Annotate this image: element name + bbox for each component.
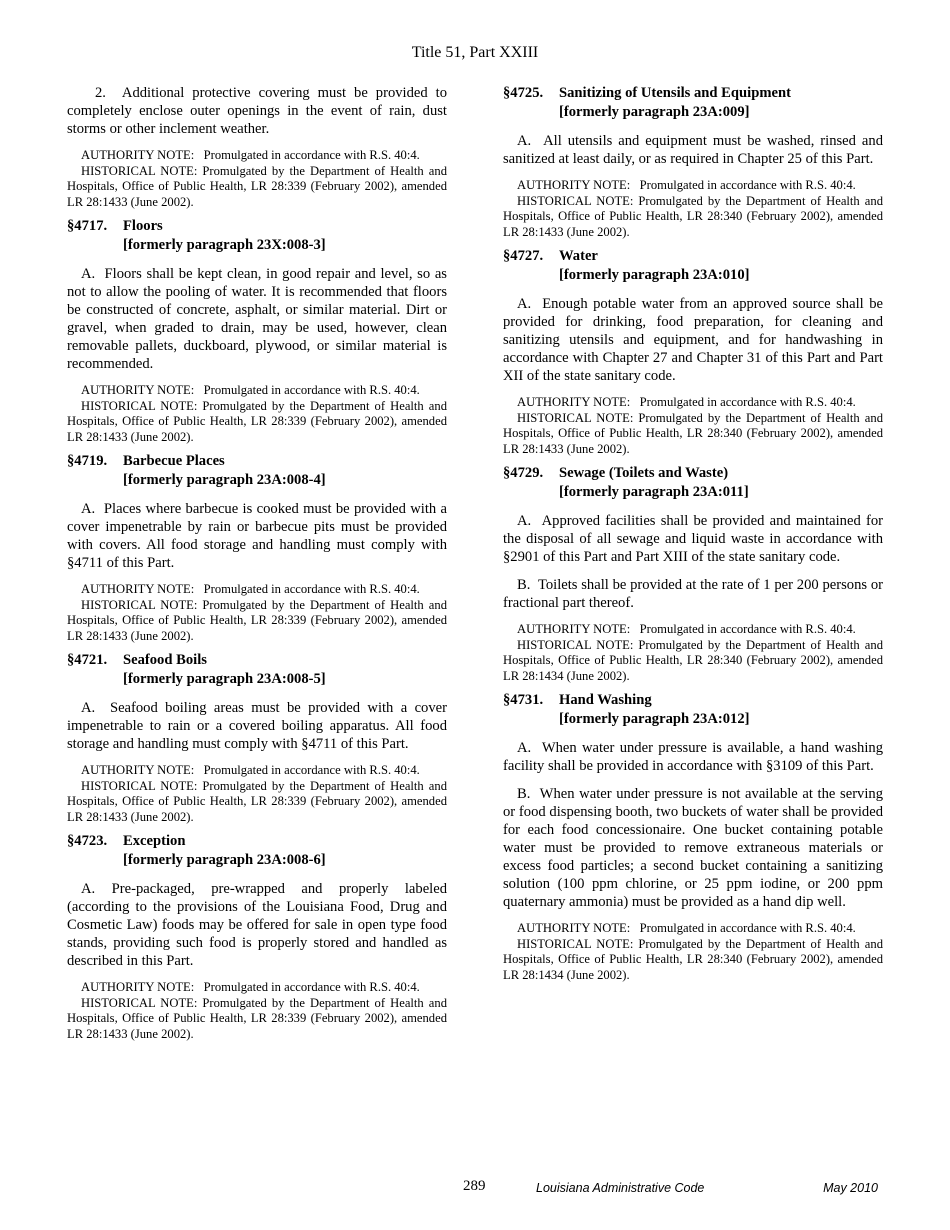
- section-subtitle: [formerly paragraph 23A:008-6]: [123, 852, 326, 868]
- section-heading: [503, 691, 883, 729]
- section-title: Hand Washing: [559, 692, 652, 708]
- section-heading: [67, 832, 447, 870]
- intro-paragraph: 2. Additional protective covering must be provided to completely enclose outer openings in the event of rain, dust storms or other inclement weather.: [67, 85, 447, 137]
- authority-note: AUTHORITY NOTE: Promulgated in accordance with R.S. 40:4.: [517, 622, 856, 636]
- authority-note: AUTHORITY NOTE: Promulgated in accordance with R.S. 40:4.: [81, 383, 420, 397]
- section-number: §4729.: [503, 465, 544, 481]
- authority-note: AUTHORITY NOTE: Promulgated in accordance with R.S. 40:4.: [81, 980, 420, 994]
- historical-note: HISTORICAL NOTE: Promulgated by the Department of Health and Hospitals, Office of Public Health, LR 28:339 (February 2002), amended LR 28:1433 (June 2002).: [67, 995, 447, 1041]
- section-4727: [503, 247, 883, 457]
- section-paragraph: A. Seafood boiling areas must be provided with a cover impenetrable to rain or a covered boiling apparatus. All food storage and handling must comply with §4711 of this Part.: [67, 700, 447, 752]
- section-paragraph: A. Places where barbecue is cooked must be provided with a cover impenetrable by rain or barbecue pits must be provided with covers. All food storage and handling must comply with §4711 of this Part.: [67, 501, 447, 571]
- section-number: §4723.: [67, 833, 108, 849]
- authority-note: AUTHORITY NOTE: Promulgated in accordance with R.S. 40:4.: [81, 763, 420, 777]
- section-paragraph: A. Approved facilities shall be provided and maintained for the disposal of all sewage and liquid waste in accordance with §2901 of this Part and Part XIII of the state sanitary code.: [503, 513, 883, 565]
- historical-note: HISTORICAL NOTE: Promulgated by the Department of Health and Hospitals, Office of Public Health, LR 28:340 (February 2002), amended LR 28:1434 (June 2002).: [503, 637, 883, 683]
- section-paragraph: A. When water under pressure is available, a hand washing facility shall be provided in accordance with §3109 of this Part.: [503, 740, 883, 774]
- section-heading: [67, 217, 447, 255]
- left-column: [67, 84, 447, 1049]
- section-subtitle: [formerly paragraph 23A:011]: [559, 484, 749, 500]
- right-column: [503, 84, 883, 990]
- section-number: §4717.: [67, 218, 108, 234]
- section-number: §4721.: [67, 652, 108, 668]
- authority-note: AUTHORITY NOTE: Promulgated in accordance with R.S. 40:4.: [81, 582, 420, 596]
- section-paragraph: A. All utensils and equipment must be washed, rinsed and sanitized at least daily, or as required in Chapter 25 of this Part.: [503, 133, 883, 167]
- section-heading: [67, 452, 447, 490]
- section-paragraph: A. Floors shall be kept clean, in good repair and level, so as not to allow the pooling of water. It is recommended that floors be constructed of concrete, asphalt, or similar material. Dirt or gravel, when graded to drain, may be used, however, clean removable pallets, duckboard, plywood, or similar material is recommended.: [67, 266, 447, 372]
- section-4721: [67, 651, 447, 825]
- historical-note: HISTORICAL NOTE: Promulgated by the Department of Health and Hospitals, Office of Public Health, LR 28:339 (February 2002), amended LR 28:1433 (June 2002).: [67, 778, 447, 824]
- page-footer: [0, 1178, 950, 1198]
- page-header: Title 51, Part XXIII: [411, 44, 539, 61]
- section-subtitle: [formerly paragraph 23A:012]: [559, 711, 750, 727]
- section-title: Exception: [123, 833, 186, 849]
- section-4723: [67, 832, 447, 1042]
- authority-note: AUTHORITY NOTE: Promulgated in accordance with R.S. 40:4.: [517, 395, 856, 409]
- section-number: §4725.: [503, 85, 544, 101]
- section-title: Floors: [123, 218, 163, 234]
- section-paragraph: B. When water under pressure is not available at the serving or food dispensing booth, two buckets of water shall be provided for each food concessionaire. One bucket containing potable water must be provided to remove extraneous materials or excess food particles; a second bucket containing a sanitizing solution (100 ppm chlorine, or 25 ppm iodine, or 200 ppm quaternary ammonia) must be provided as a hand dip well.: [503, 786, 883, 910]
- section-paragraph: A. Enough potable water from an approved source shall be provided for drinking, food preparation, for cleaning and sanitizing utensils and equipment, and for handwashing in accordance with Chapter 27 and Chapter 31 of this Part and Part XII of the state sanitary code.: [503, 296, 883, 384]
- section-subtitle: [formerly paragraph 23A:010]: [559, 267, 750, 283]
- section-heading: [503, 464, 883, 502]
- section-number: §4727.: [503, 248, 544, 264]
- section-title: Sanitizing of Utensils and Equipment: [559, 85, 791, 101]
- section-4725: [503, 84, 883, 240]
- historical-note: HISTORICAL NOTE: Promulgated by the Department of Health and Hospitals, Office of Public Health, LR 28:339 (February 2002), amended LR 28:1433 (June 2002).: [67, 398, 447, 444]
- publication-date: May 2010: [823, 1181, 878, 1195]
- section-subtitle: [formerly paragraph 23A:008-5]: [123, 671, 326, 687]
- page-number: 289: [463, 1178, 486, 1194]
- authority-note: AUTHORITY NOTE: Promulgated in accordance with R.S. 40:4.: [517, 178, 856, 192]
- section-title: Water: [559, 248, 598, 264]
- historical-note: HISTORICAL NOTE: Promulgated by the Department of Health and Hospitals, Office of Public Health, LR 28:340 (February 2002), amended LR 28:1433 (June 2002).: [503, 193, 883, 239]
- publication-name: Louisiana Administrative Code: [536, 1181, 705, 1195]
- section-4717: [67, 217, 447, 445]
- section-number: §4731.: [503, 692, 544, 708]
- authority-note: AUTHORITY NOTE: Promulgated in accordance with R.S. 40:4.: [81, 148, 420, 162]
- section-4719: [67, 452, 447, 644]
- section-subtitle: [formerly paragraph 23A:008-4]: [123, 472, 326, 488]
- historical-note: HISTORICAL NOTE: Promulgated by the Department of Health and Hospitals, Office of Public Health, LR 28:340 (February 2002), amended LR 28:1433 (June 2002).: [503, 410, 883, 456]
- section-4729: [503, 464, 883, 684]
- section-number: §4719.: [67, 453, 108, 469]
- historical-note: HISTORICAL NOTE: Promulgated by the Department of Health and Hospitals, Office of Public Health, LR 28:339 (February 2002), amended LR 28:1433 (June 2002).: [67, 163, 447, 209]
- section-title: Barbecue Places: [123, 453, 225, 469]
- section-heading: [503, 84, 883, 122]
- section-heading: [503, 247, 883, 285]
- section-paragraph: B. Toilets shall be provided at the rate of 1 per 200 persons or fractional part thereof.: [503, 577, 883, 611]
- section-4731: [503, 691, 883, 983]
- section-heading: [67, 651, 447, 689]
- historical-note: HISTORICAL NOTE: Promulgated by the Department of Health and Hospitals, Office of Public Health, LR 28:339 (February 2002), amended LR 28:1433 (June 2002).: [67, 597, 447, 643]
- section-subtitle: [formerly paragraph 23A:009]: [559, 104, 750, 120]
- section-subtitle: [formerly paragraph 23X:008-3]: [123, 237, 326, 253]
- section-title: Seafood Boils: [123, 652, 207, 668]
- section-title: Sewage (Toilets and Waste): [559, 465, 729, 481]
- section-paragraph: A. Pre-packaged, pre-wrapped and properly labeled (according to the provisions of the Louisiana Food, Drug and Cosmetic Law) foods may be offered for sale in open type food stands, providing such food is properly stored and handled as described in this Part.: [67, 881, 447, 969]
- authority-note: AUTHORITY NOTE: Promulgated in accordance with R.S. 40:4.: [517, 921, 856, 935]
- historical-note: HISTORICAL NOTE: Promulgated by the Department of Health and Hospitals, Office of Public Health, LR 28:340 (February 2002), amended LR 28:1434 (June 2002).: [503, 936, 883, 982]
